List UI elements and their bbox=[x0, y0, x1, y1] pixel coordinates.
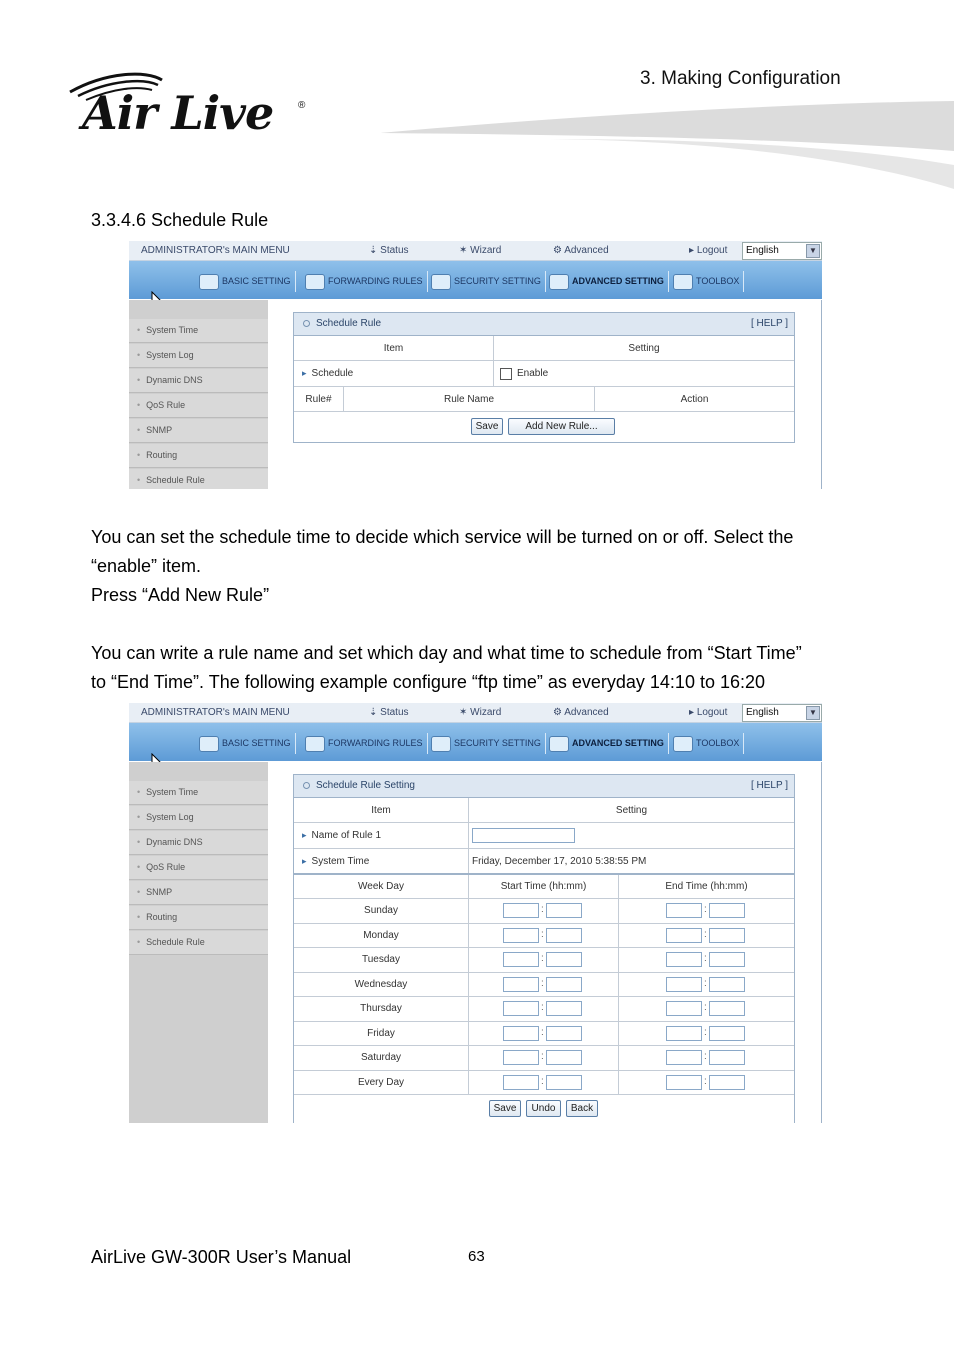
nav-basic-label: BASIC SETTING bbox=[222, 276, 291, 286]
start-minute-input[interactable] bbox=[546, 1075, 582, 1090]
nav-advanced-setting[interactable] bbox=[549, 271, 669, 292]
section-title: 3.3.4.6 Schedule Rule bbox=[91, 210, 269, 230]
week-day-label: Friday bbox=[367, 1027, 395, 1039]
top-menu-bar bbox=[129, 703, 822, 723]
end-minute-input[interactable] bbox=[709, 928, 745, 943]
sidebar-item-system-time[interactable]: • System Time bbox=[129, 781, 268, 805]
nav-basic-label: BASIC SETTING bbox=[222, 738, 291, 748]
schedule-rule-screenshot bbox=[129, 241, 822, 489]
start-hour-input[interactable] bbox=[503, 928, 539, 943]
schedule-rule-panel bbox=[293, 312, 795, 443]
logout-label: Logout bbox=[696, 707, 728, 718]
rules-header-row bbox=[294, 387, 794, 412]
panel-title-bar bbox=[294, 775, 794, 798]
nav-basic-setting[interactable] bbox=[199, 271, 296, 292]
nav-security-setting[interactable] bbox=[431, 733, 546, 754]
wizard-label: Wizard bbox=[470, 245, 502, 256]
start-minute-input[interactable] bbox=[546, 928, 582, 943]
end-colon: : bbox=[704, 953, 707, 964]
end-colon: : bbox=[704, 928, 707, 940]
language-value: English bbox=[746, 707, 779, 718]
nav-advanced-setting[interactable] bbox=[549, 733, 669, 754]
start-minute-input[interactable] bbox=[546, 952, 582, 967]
week-day-label: Monday bbox=[363, 929, 399, 941]
end-hour-input[interactable] bbox=[666, 903, 702, 918]
start-minute-input[interactable] bbox=[546, 1026, 582, 1041]
system-time-row bbox=[294, 849, 794, 875]
advanced-link[interactable] bbox=[553, 245, 609, 256]
start-colon: : bbox=[541, 928, 544, 940]
schedule-rule-setting-screenshot bbox=[129, 703, 822, 1123]
basic-setting-icon bbox=[199, 736, 219, 752]
start-minute-input[interactable] bbox=[546, 977, 582, 992]
end-hour-input[interactable] bbox=[666, 1001, 702, 1016]
end-minute-input[interactable] bbox=[709, 1050, 745, 1065]
sidebar-item-system-log[interactable]: • System Log bbox=[129, 344, 268, 368]
rule-name-label: ▸ Name of Rule 1 bbox=[302, 823, 467, 848]
sidebar-item-snmp[interactable]: • SNMP bbox=[129, 419, 268, 443]
nav-toolbox-label: TOOLBOX bbox=[696, 276, 740, 286]
start-colon: : bbox=[541, 1075, 544, 1087]
sidebar-item-qos-rule[interactable]: • QoS Rule bbox=[129, 394, 268, 418]
start-hour-input[interactable] bbox=[503, 1050, 539, 1065]
end-colon: : bbox=[704, 1075, 707, 1087]
wizard-label: Wizard bbox=[470, 707, 502, 718]
admin-menu-label[interactable]: ADMINISTRATOR's MAIN MENU bbox=[141, 245, 290, 256]
forwarding-icon bbox=[305, 274, 325, 290]
wizard-icon: ✶ bbox=[459, 245, 471, 256]
start-minute-input[interactable] bbox=[546, 1050, 582, 1065]
logout-link[interactable] bbox=[689, 707, 727, 718]
start-hour-input[interactable] bbox=[503, 952, 539, 967]
nav-forwarding-rules[interactable] bbox=[305, 733, 428, 754]
wizard-link[interactable] bbox=[459, 707, 501, 718]
sidebar-item-system-time[interactable]: • System Time bbox=[129, 319, 268, 343]
logout-icon: ▸ bbox=[689, 245, 697, 256]
end-hour-input[interactable] bbox=[666, 977, 702, 992]
col-rule-number: Rule# bbox=[305, 393, 332, 405]
start-hour-input[interactable] bbox=[503, 1001, 539, 1016]
status-label: Status bbox=[380, 707, 409, 718]
paragraph-2-line-2: to “End Time”. The following example configure “ftp time” as everyday 14:10 to 16:20 bbox=[91, 672, 766, 692]
panel-title: Schedule Rule bbox=[316, 318, 382, 329]
end-minute-input[interactable] bbox=[709, 952, 745, 967]
help-link[interactable]: [ HELP ] bbox=[750, 318, 788, 329]
status-link[interactable] bbox=[369, 245, 409, 256]
nav-security-setting[interactable] bbox=[431, 271, 546, 292]
security-icon bbox=[431, 274, 451, 290]
security-icon bbox=[431, 736, 451, 752]
col-rule-name: Rule Name bbox=[443, 393, 495, 405]
save-button[interactable]: Save bbox=[489, 1100, 521, 1117]
advanced-label: Advanced bbox=[564, 245, 609, 256]
sidebar bbox=[129, 300, 268, 489]
start-colon: : bbox=[541, 953, 544, 964]
table-row bbox=[294, 948, 794, 973]
end-colon: : bbox=[704, 904, 707, 915]
language-select[interactable] bbox=[742, 704, 822, 722]
logout-icon: ▸ bbox=[689, 707, 697, 718]
start-colon: : bbox=[541, 1002, 544, 1013]
table-row bbox=[294, 1071, 794, 1096]
chapter-heading: 3. Making Configuration bbox=[640, 68, 841, 89]
week-day-label: Wednesday bbox=[354, 978, 408, 990]
nav-toolbox-label: TOOLBOX bbox=[696, 738, 740, 748]
end-hour-input[interactable] bbox=[666, 952, 702, 967]
sidebar-item-routing[interactable]: • Routing bbox=[129, 444, 268, 468]
top-menu-bar bbox=[129, 241, 822, 261]
start-colon: : bbox=[541, 1051, 544, 1062]
table-row bbox=[294, 973, 794, 998]
status-icon: ⇣ bbox=[369, 245, 381, 256]
enable-checkbox[interactable] bbox=[500, 368, 512, 380]
toolbox-icon bbox=[673, 736, 693, 752]
wizard-link[interactable] bbox=[459, 245, 501, 256]
sidebar-item-schedule-rule[interactable]: • Schedule Rule bbox=[129, 931, 268, 955]
panel-title: Schedule Rule Setting bbox=[316, 780, 415, 791]
nav-toolbox[interactable] bbox=[673, 733, 744, 754]
end-hour-input[interactable] bbox=[666, 928, 702, 943]
col-end-time: End Time (hh:mm) bbox=[665, 881, 748, 892]
system-time-value: Friday, December 17, 2010 5:38:55 PM bbox=[472, 855, 647, 867]
table-row bbox=[294, 1022, 794, 1047]
col-item-header: Item bbox=[371, 804, 391, 816]
start-minute-input[interactable] bbox=[546, 903, 582, 918]
admin-menu-label[interactable]: ADMINISTRATOR's MAIN MENU bbox=[141, 707, 290, 718]
table-header-row bbox=[294, 336, 794, 361]
table-header-row bbox=[294, 798, 794, 823]
logout-link[interactable] bbox=[689, 245, 727, 256]
end-hour-input[interactable] bbox=[666, 1050, 702, 1065]
schedule-enable-row bbox=[294, 361, 794, 387]
paragraph-2 bbox=[91, 639, 871, 697]
paragraph-1 bbox=[91, 523, 871, 610]
advanced-label: Advanced bbox=[564, 707, 609, 718]
week-day-label: Every Day bbox=[357, 1076, 405, 1088]
col-week-day: Week Day bbox=[358, 881, 404, 892]
button-row bbox=[294, 412, 794, 442]
week-day-label: Saturday bbox=[360, 1052, 402, 1064]
forwarding-icon bbox=[305, 736, 325, 752]
status-label: Status bbox=[380, 245, 409, 256]
rule-name-input[interactable] bbox=[472, 828, 575, 843]
nav-forwarding-rules[interactable] bbox=[305, 271, 428, 292]
button-row bbox=[294, 1095, 794, 1123]
paragraph-1-line-2: “enable” item. bbox=[91, 556, 202, 576]
start-colon: : bbox=[541, 1026, 544, 1038]
end-minute-input[interactable] bbox=[709, 903, 745, 918]
start-colon: : bbox=[541, 904, 544, 915]
start-hour-input[interactable] bbox=[503, 1026, 539, 1041]
start-colon: : bbox=[541, 977, 544, 989]
schedule-rule-setting-panel bbox=[293, 774, 795, 1123]
col-item-header: Item bbox=[383, 342, 404, 354]
sidebar-item-dynamic-dns[interactable]: • Dynamic DNS bbox=[129, 369, 268, 393]
nav-toolbox[interactable] bbox=[673, 271, 744, 292]
table-row bbox=[294, 899, 794, 924]
help-link[interactable]: [ HELP ] bbox=[750, 780, 788, 791]
end-colon: : bbox=[704, 1002, 707, 1013]
schedule-label: ▸ Schedule bbox=[302, 361, 492, 386]
paragraph-1-line-1: You can set the schedule time to decide which service will be turned on or off. Select the bbox=[91, 527, 794, 547]
end-colon: : bbox=[704, 1026, 707, 1038]
main-nav bbox=[129, 723, 822, 761]
col-setting-header: Setting bbox=[628, 342, 660, 354]
start-hour-input[interactable] bbox=[503, 977, 539, 992]
enable-label: Enable bbox=[517, 368, 549, 379]
content-area bbox=[269, 300, 822, 489]
week-day-label: Tuesday bbox=[362, 954, 400, 966]
table-row bbox=[294, 924, 794, 949]
col-setting-header: Setting bbox=[615, 804, 648, 816]
sidebar-item-schedule-rule[interactable]: • Schedule Rule bbox=[129, 469, 268, 489]
col-start-time: Start Time (hh:mm) bbox=[500, 881, 587, 892]
chevron-down-icon: ▼ bbox=[806, 244, 820, 258]
rule-name-row bbox=[294, 823, 794, 849]
end-minute-input[interactable] bbox=[709, 1026, 745, 1041]
table-row bbox=[294, 1046, 794, 1071]
status-icon: ⇣ bbox=[369, 707, 381, 718]
start-hour-input[interactable] bbox=[503, 903, 539, 918]
save-button[interactable]: Save bbox=[471, 418, 503, 435]
sidebar-item-routing[interactable]: • Routing bbox=[129, 906, 268, 930]
chevron-down-icon: ▼ bbox=[806, 706, 820, 720]
advanced-setting-icon bbox=[549, 736, 569, 752]
end-colon: : bbox=[704, 1051, 707, 1062]
add-new-rule-button[interactable]: Add New Rule... bbox=[508, 418, 615, 435]
paragraph-1-line-3: Press “Add New Rule” bbox=[91, 585, 270, 605]
end-hour-input[interactable] bbox=[666, 1026, 702, 1041]
panel-title-bar bbox=[294, 313, 794, 336]
week-day-label: Sunday bbox=[364, 905, 398, 917]
sidebar-item-snmp[interactable]: • SNMP bbox=[129, 881, 268, 905]
manual-title: AirLive GW-300R User’s Manual bbox=[91, 1247, 352, 1267]
advanced-link[interactable] bbox=[553, 707, 609, 718]
main-nav bbox=[129, 261, 822, 299]
nav-advanced-label: ADVANCED SETTING bbox=[572, 276, 664, 286]
enable-checkbox-group[interactable] bbox=[500, 361, 780, 386]
nav-basic-setting[interactable] bbox=[199, 733, 296, 754]
advanced-icon: ⚙ bbox=[553, 245, 565, 256]
nav-security-label: SECURITY SETTING bbox=[454, 738, 541, 748]
nav-forwarding-label: FORWARDING RULES bbox=[328, 738, 423, 748]
wizard-icon: ✶ bbox=[459, 707, 471, 718]
system-time-label: ▸ System Time bbox=[302, 849, 467, 873]
paragraph-2-line-1: You can write a rule name and set which day and what time to schedule from “Start Time” bbox=[91, 643, 802, 663]
toolbox-icon bbox=[673, 274, 693, 290]
sidebar-item-system-log[interactable]: • System Log bbox=[129, 806, 268, 830]
start-minute-input[interactable] bbox=[546, 1001, 582, 1016]
day-rows bbox=[294, 899, 794, 1095]
content-area bbox=[269, 762, 822, 1123]
advanced-icon: ⚙ bbox=[553, 707, 565, 718]
nav-advanced-label: ADVANCED SETTING bbox=[572, 738, 664, 748]
undo-button[interactable]: Undo bbox=[526, 1100, 561, 1117]
header-swoosh bbox=[380, 95, 954, 195]
start-hour-input[interactable] bbox=[503, 1075, 539, 1090]
basic-setting-icon bbox=[199, 274, 219, 290]
language-value: English bbox=[746, 245, 779, 256]
sidebar bbox=[129, 762, 268, 1123]
back-button[interactable]: Back bbox=[566, 1100, 598, 1117]
col-action: Action bbox=[680, 393, 709, 405]
page-number: 63 bbox=[468, 1248, 485, 1265]
end-minute-input[interactable] bbox=[709, 1075, 745, 1090]
week-day-label: Thursday bbox=[360, 1003, 402, 1015]
end-colon: : bbox=[704, 977, 707, 989]
language-select[interactable] bbox=[742, 242, 822, 260]
status-link[interactable] bbox=[369, 707, 409, 718]
logout-label: Logout bbox=[696, 245, 728, 256]
nav-forwarding-label: FORWARDING RULES bbox=[328, 276, 423, 286]
airlive-logo: Air Live bbox=[82, 86, 274, 140]
sidebar-item-dynamic-dns[interactable]: • Dynamic DNS bbox=[129, 831, 268, 855]
schedule-header-row bbox=[294, 875, 794, 899]
logo-registered-mark: ® bbox=[298, 100, 306, 111]
nav-security-label: SECURITY SETTING bbox=[454, 276, 541, 286]
end-minute-input[interactable] bbox=[709, 977, 745, 992]
end-hour-input[interactable] bbox=[666, 1075, 702, 1090]
sidebar-item-qos-rule[interactable]: • QoS Rule bbox=[129, 856, 268, 880]
advanced-setting-icon bbox=[549, 274, 569, 290]
end-minute-input[interactable] bbox=[709, 1001, 745, 1016]
table-row bbox=[294, 997, 794, 1022]
